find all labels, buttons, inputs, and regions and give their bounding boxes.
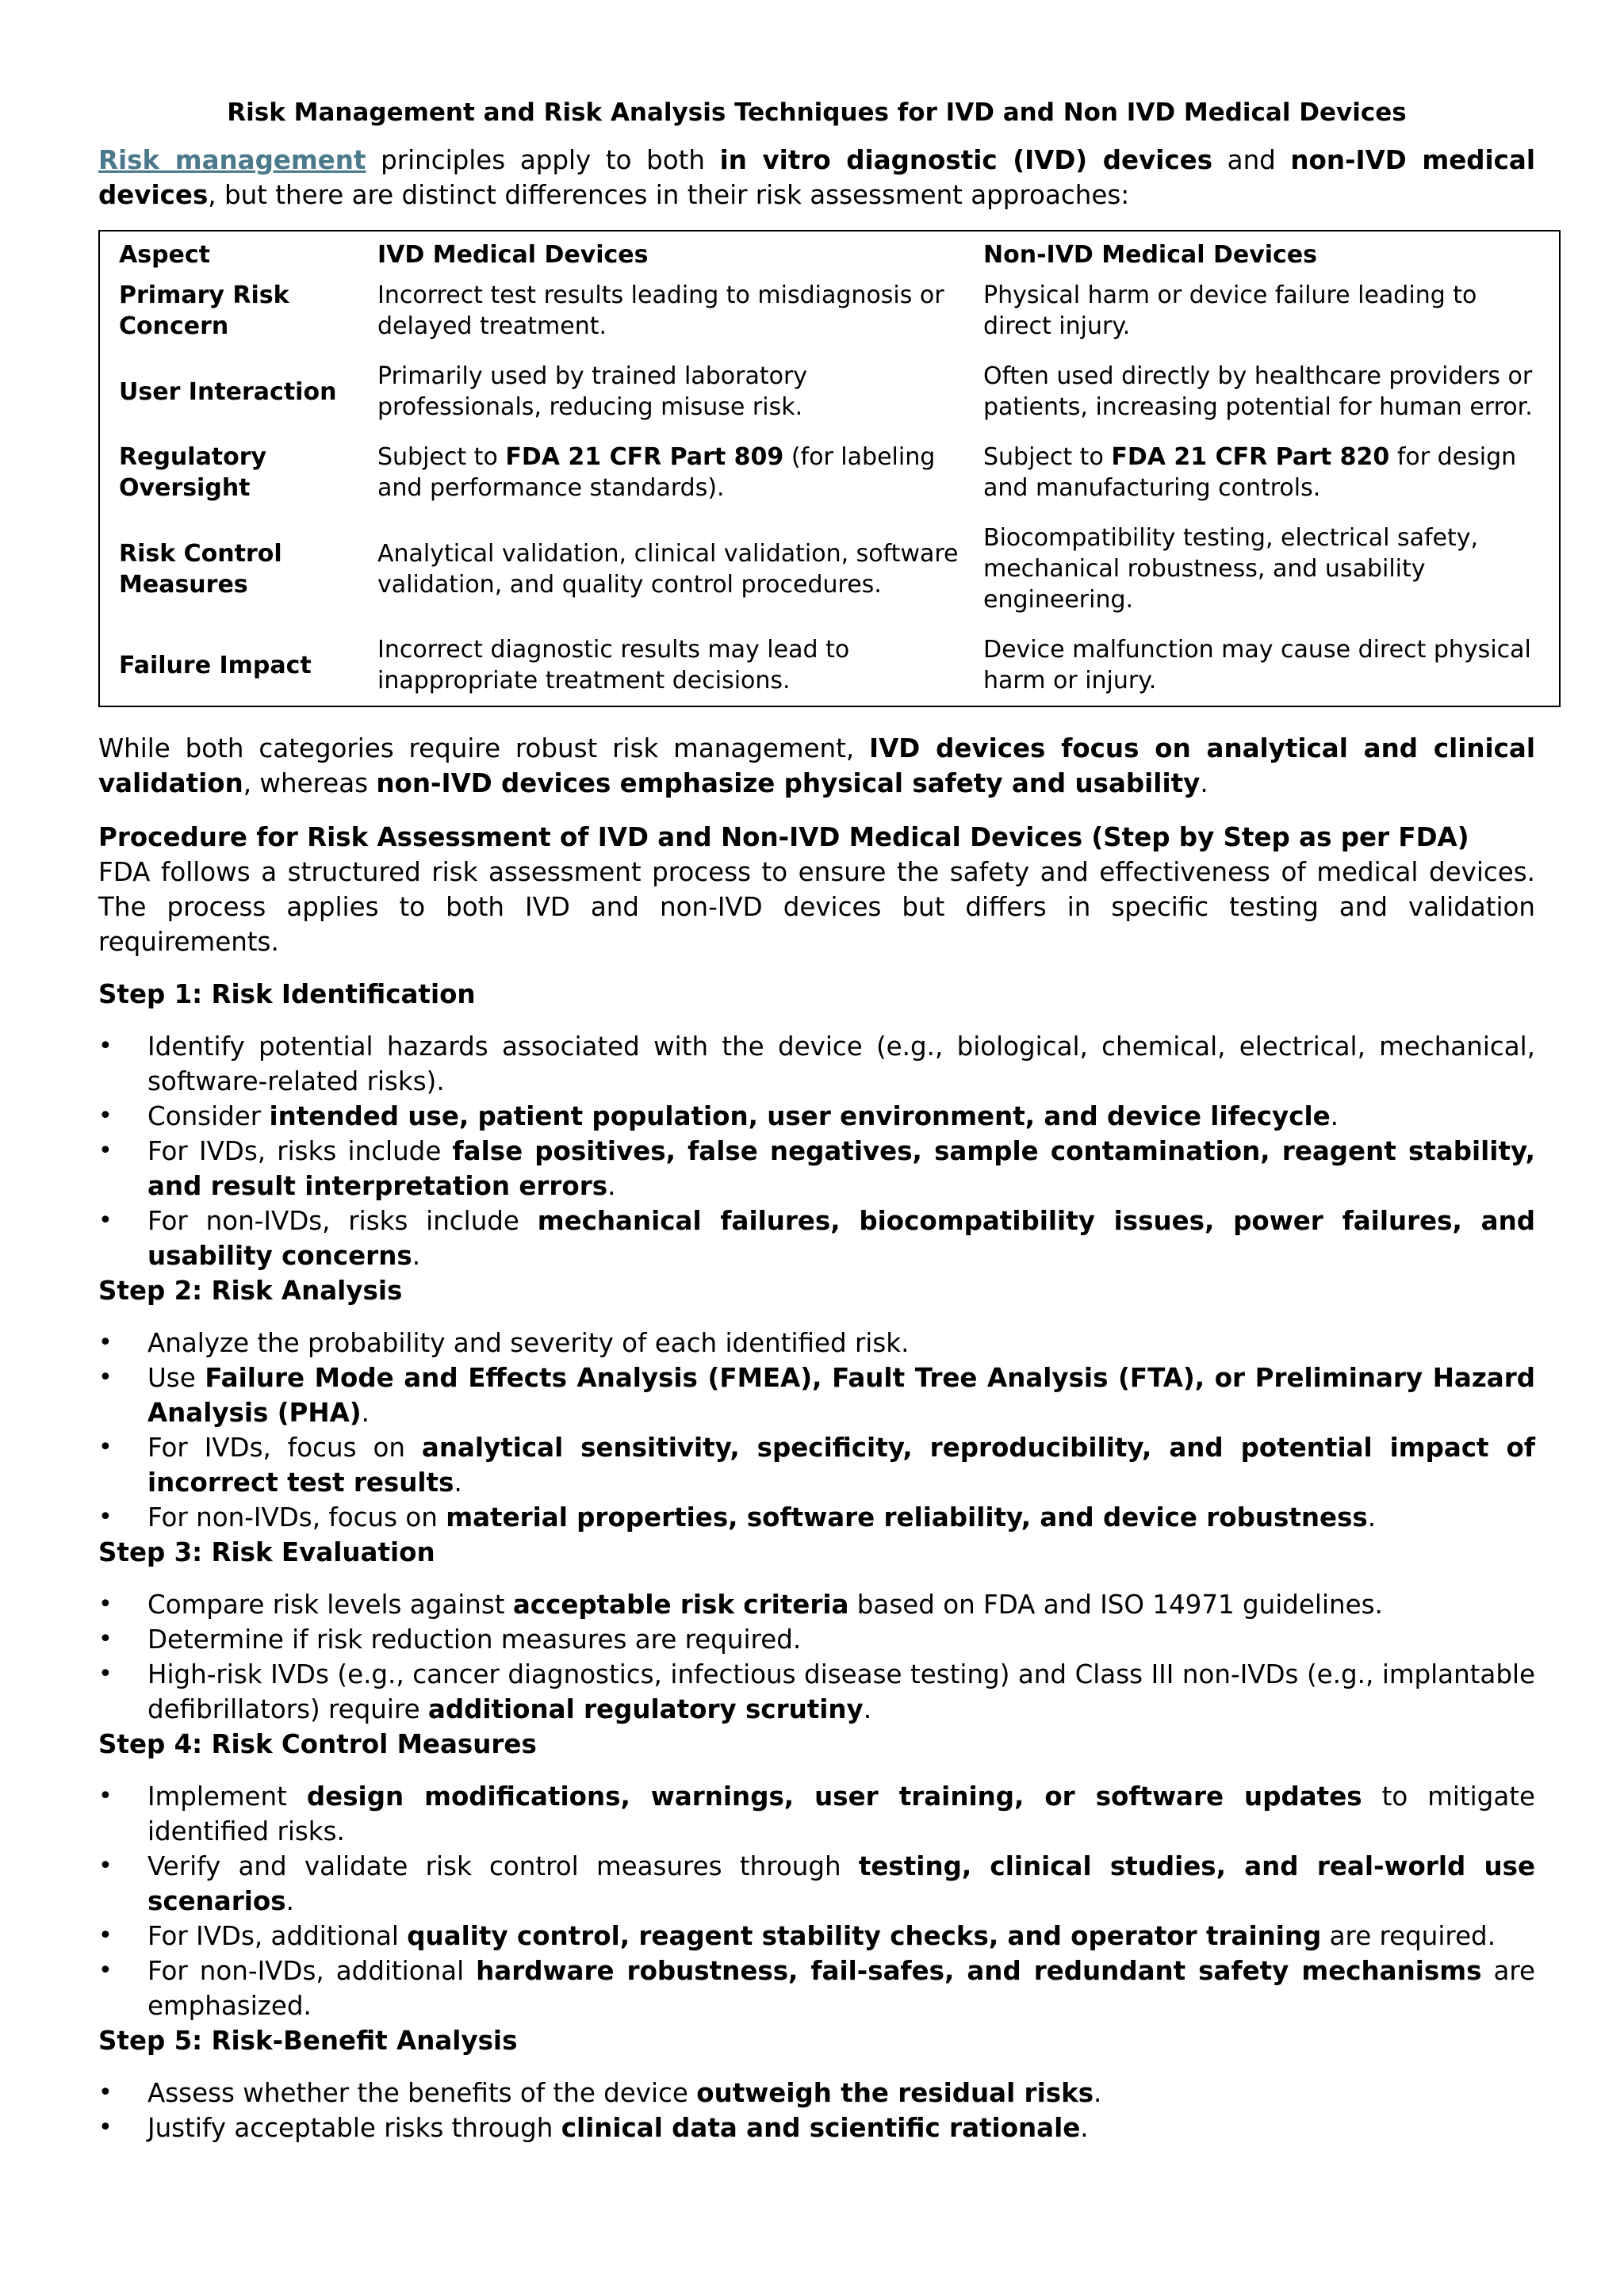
header-non-ivd: Non-IVD Medical Devices (983, 241, 1318, 269)
comparison-table (98, 230, 1561, 707)
step-heading: Step 5: Risk-Benefit Analysis (98, 2026, 518, 2056)
list-item-text-end: . (1367, 1502, 1377, 1533)
summary-bold-ivd: IVD devices focus on analytical and clinical validation (98, 733, 1535, 798)
list-item-bold: testing, clinical studies, and real-world use scenarios (147, 1851, 1535, 1916)
intro-text-3: , but there are distinct differences in their risk assessment approaches: (208, 180, 1130, 210)
table-row (99, 442, 1560, 522)
list-item-text-end: . (1330, 1101, 1339, 1131)
procedure-heading: Procedure for Risk Assessment of IVD and Non-IVD Medical Devices (Step by Step as per FDA) (98, 822, 1469, 852)
list-item (98, 1849, 1535, 1919)
step-bullet-list (98, 1587, 1535, 1727)
step-heading: Step 3: Risk Evaluation (98, 1537, 435, 1567)
list-item-bold: quality control, reagent stability checks, and operator training (407, 1921, 1322, 1951)
list-item-text: For non-IVDs, risks include (147, 1206, 538, 1236)
list-item-text: For non-IVDs, additional (147, 1956, 477, 1986)
table-row (99, 361, 1560, 442)
intro-bold-ivd: in vitro diagnostic (IVD) devices (719, 145, 1213, 175)
list-item (98, 1099, 1535, 1134)
list-item-bold: hardware robustness, fail-safes, and redundant safety mechanisms (476, 1956, 1482, 1986)
list-item-text: For IVDs, additional (147, 1921, 408, 1951)
risk-management-link[interactable]: Risk management (98, 145, 366, 175)
non-ivd-cell (983, 442, 1560, 522)
list-item-text: For non-IVDs, focus on (147, 1502, 446, 1533)
non-ivd-cell-regulation: FDA 21 CFR Part 820 (1111, 443, 1390, 471)
intro-paragraph (98, 143, 1535, 212)
aspect-cell: Regulatory Oversight (119, 443, 267, 502)
list-item-bold: mechanical failures, biocompatibility issues, power failures, and usability concerns (147, 1206, 1535, 1271)
list-item-text: For IVDs, risks include (147, 1136, 453, 1166)
list-item (98, 1919, 1535, 1954)
list-item (98, 1779, 1535, 1849)
summary-paragraph (98, 731, 1535, 801)
list-item-text: High-risk IVDs (e.g., cancer diagnostics, infectious disease testing) and Class III non-IVDs (e.g., implantable defibrillators) require (147, 1659, 1535, 1724)
list-item-text-end: . (454, 1468, 462, 1498)
aspect-cell: Failure Impact (119, 651, 312, 679)
table-header-row (99, 231, 1560, 280)
list-item-text: Identify potential hazards associated with the device (e.g., biological, chemical, electrical, mechanical, software-related risks). (147, 1031, 1535, 1096)
intro-bold-non-ivd: non-IVD medical devices (98, 145, 1535, 210)
list-item (98, 2110, 1535, 2145)
list-item-text: Implement (147, 1781, 307, 1812)
ivd-cell: Analytical validation, clinical validation, software validation, and quality control procedures. (377, 539, 959, 599)
list-item-text: Verify and validate risk control measures through (147, 1851, 859, 1881)
procedure-text: FDA follows a structured risk assessment process to ensure the safety and effectiveness of medical devices. The process applies to both IVD and non-IVD devices but differs in specific testing and validation requirements. (98, 857, 1535, 957)
ivd-cell: Incorrect diagnostic results may lead to inappropriate treatment decisions. (377, 636, 850, 695)
non-ivd-cell-text-pre: Subject to (983, 443, 1112, 471)
summary-text-2: , whereas (243, 768, 377, 798)
list-item-bold: acceptable risk criteria (512, 1590, 849, 1620)
ivd-cell-text-post: (for labeling and performance standards). (377, 443, 936, 502)
list-item (98, 1622, 1535, 1657)
intro-text-2: and (1212, 145, 1291, 175)
step-bullet-list (98, 1779, 1535, 2023)
intro-text-1: principles apply to both (366, 145, 720, 175)
list-item-text-end: . (412, 1241, 421, 1271)
summary-text-1: While both categories require robust risk management, (98, 733, 870, 763)
list-item-text-end: . (1094, 2078, 1102, 2108)
list-item-text-end: . (361, 1398, 370, 1428)
list-item-text-end: . (1080, 2113, 1089, 2143)
header-ivd: IVD Medical Devices (377, 241, 649, 269)
list-item (98, 1657, 1535, 1727)
aspect-cell: Risk Control Measures (119, 539, 282, 599)
list-item-text: For IVDs, focus on (147, 1433, 422, 1463)
ivd-cell: Incorrect test results leading to misdiagnosis or delayed treatment. (377, 281, 944, 340)
list-item-text-end: . (285, 1886, 294, 1916)
ivd-cell-regulation: FDA 21 CFR Part 809 (505, 443, 784, 471)
list-item (98, 1500, 1535, 1535)
list-item-text: Assess whether the benefits of the device (147, 2078, 697, 2108)
ivd-cell (377, 442, 983, 522)
non-ivd-cell: Often used directly by healthcare providers or patients, increasing potential for human error. (983, 362, 1533, 421)
table-row (99, 634, 1560, 706)
list-item-bold: analytical sensitivity, specificity, reproducibility, and potential impact of incorrect test results (147, 1433, 1535, 1498)
steps-section (98, 977, 1535, 2145)
non-ivd-cell-text-post: for design and manufacturing controls. (983, 443, 1517, 502)
list-item (98, 1430, 1535, 1500)
step-bullet-list (98, 2076, 1535, 2145)
list-item (98, 1326, 1535, 1360)
list-item-text: Analyze the probability and severity of each identified risk. (147, 1328, 910, 1358)
list-item (98, 1587, 1535, 1622)
list-item (98, 1954, 1535, 2023)
list-item-bold: material properties, software reliability, and device robustness (446, 1502, 1368, 1533)
list-item-text-end: are required. (1321, 1921, 1496, 1951)
step-bullet-list (98, 1326, 1535, 1535)
list-item (98, 1134, 1535, 1203)
list-item-bold: design modifications, warnings, user training, or software updates (306, 1781, 1362, 1812)
list-item-text-end: to mitigate identified risks. (147, 1781, 1535, 1846)
list-item (98, 1203, 1535, 1273)
non-ivd-cell: Biocompatibility testing, electrical safety, mechanical robustness, and usability engineering. (983, 524, 1479, 614)
header-aspect: Aspect (119, 241, 211, 269)
table-row (99, 522, 1560, 634)
list-item-text: Consider (147, 1101, 270, 1131)
list-item-bold: intended use, patient population, user environment, and device lifecycle (269, 1101, 1331, 1131)
page-title: Risk Management and Risk Analysis Techniques for IVD and Non IVD Medical Devices (227, 98, 1407, 127)
list-item-bold: outweigh the residual risks (696, 2078, 1094, 2108)
summary-text-3: . (1200, 768, 1208, 798)
list-item-text: Justify acceptable risks through (147, 2113, 561, 2143)
aspect-cell: User Interaction (119, 377, 337, 406)
list-item (98, 2076, 1535, 2110)
list-item-text-end: based on FDA and ISO 14971 guidelines. (848, 1590, 1383, 1620)
list-item-bold: false positives, false negatives, sample contamination, reagent stability, and result interpretation errors (147, 1136, 1535, 1201)
list-item-bold: clinical data and scientific rationale (561, 2113, 1081, 2143)
list-item-bold: additional regulatory scrutiny (427, 1694, 864, 1724)
list-item-text: Compare risk levels against (147, 1590, 513, 1620)
step-heading: Step 1: Risk Identification (98, 979, 476, 1009)
list-item-text: Determine if risk reduction measures are required. (147, 1624, 802, 1655)
ivd-cell-text-pre: Subject to (377, 443, 506, 471)
aspect-cell: Primary Risk Concern (119, 281, 289, 340)
list-item-text-end: . (607, 1171, 616, 1201)
step-heading: Step 4: Risk Control Measures (98, 1729, 537, 1759)
list-item-text-end: are emphasized. (147, 1956, 1536, 2021)
step-bullet-list (98, 1029, 1535, 1273)
non-ivd-cell: Device malfunction may cause direct physical harm or injury. (983, 636, 1531, 695)
list-item (98, 1360, 1535, 1430)
non-ivd-cell: Physical harm or device failure leading to direct injury. (983, 281, 1477, 340)
list-item-text-end: . (863, 1694, 872, 1724)
list-item-text: Use (147, 1363, 205, 1393)
summary-bold-non-ivd: non-IVD devices emphasize physical safety and usability (376, 768, 1201, 798)
list-item-bold: Failure Mode and Effects Analysis (FMEA), Fault Tree Analysis (FTA), or Preliminary Hazard Analysis (PHA) (147, 1363, 1535, 1428)
list-item (98, 1029, 1535, 1099)
ivd-cell: Primarily used by trained laboratory professionals, reducing misuse risk. (377, 362, 808, 421)
table-row (99, 280, 1560, 361)
step-heading: Step 2: Risk Analysis (98, 1276, 403, 1306)
